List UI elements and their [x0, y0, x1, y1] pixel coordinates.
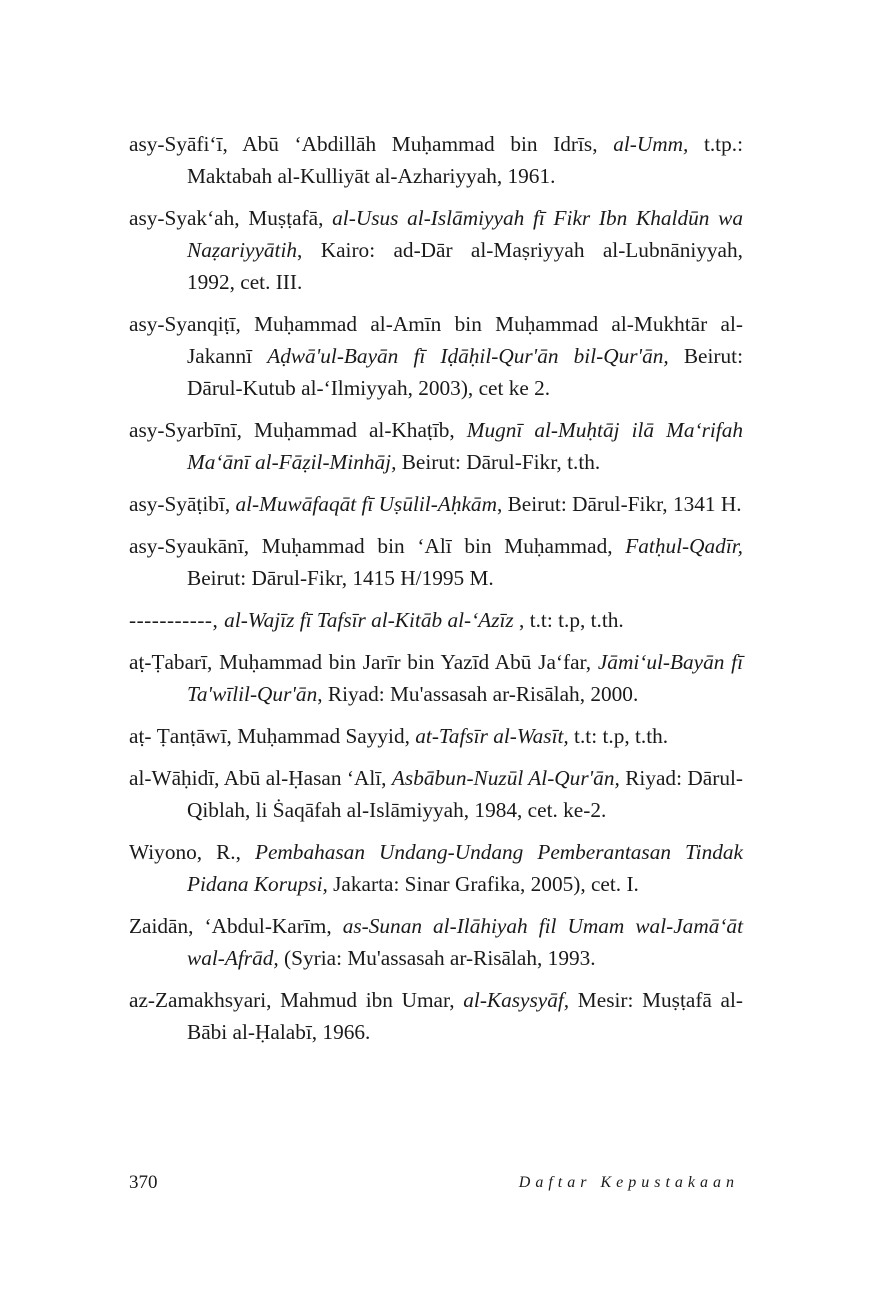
- bibliography-entry: [129, 762, 743, 826]
- entry-title: Jāmi‘ul-Bayān fī Ta'wīlil-Qur'ān: [187, 650, 743, 706]
- entry-publication: Mesir: Muṣṭafā al-Bābi al-Ḥalabī, 1966.: [187, 988, 743, 1044]
- entry-publication: , t.t: t.p, t.th.: [513, 608, 624, 632]
- entry-author-repeat: -----------,: [129, 608, 225, 632]
- bibliography-entry: [129, 646, 743, 710]
- entry-author: az-Zamakhsyari, Mahmud ibn Umar,: [129, 988, 464, 1012]
- entry-author: Zaidān, ‘Abdul-Karīm,: [129, 914, 343, 938]
- entry-title: al-Kasysyāf,: [463, 988, 570, 1012]
- bibliography-entry: [129, 308, 743, 404]
- page-number: 370: [129, 1172, 158, 1193]
- entry-author: Wiyono, R.,: [129, 840, 255, 864]
- bibliography-entry: [129, 984, 743, 1048]
- bibliography-entry: [129, 910, 743, 974]
- entry-publication: Beirut: Dārul-Kutub al-‘Ilmiyyah, 2003), cet ke 2.: [187, 344, 743, 400]
- entry-publication: , Riyad: Mu'assasah ar-Risālah, 2000.: [317, 682, 639, 706]
- entry-publication: (Syria: Mu'assasah ar-Risālah, 1993.: [278, 946, 596, 970]
- running-title: Daftar Kepustakaan: [518, 1174, 739, 1191]
- entry-publication: , Beirut: Dārul-Fikr, 1341 H.: [496, 492, 742, 516]
- bibliography-entry: [129, 488, 743, 520]
- bibliography-entry: [129, 604, 743, 636]
- entry-author: asy-Syāṭibī,: [129, 492, 236, 516]
- entry-author: asy-Syaukānī, Muḥammad bin ‘Alī bin Muḥammad,: [129, 534, 626, 558]
- entry-author: aṭ-Ṭabarī, Muḥammad bin Jarīr bin Yazīd Abū Ja‘far,: [129, 650, 598, 674]
- entry-title: as-Sunan al-Ilāhiyah fil Umam wal-Jamā‘āt wal-Afrād,: [187, 914, 743, 970]
- bibliography-entry: [129, 720, 743, 752]
- entry-title: at-Tafsīr al-Wasīt,: [415, 724, 569, 748]
- entry-author: asy-Syarbīnī, Muḥammad al-Khaṭīb,: [129, 418, 467, 442]
- entry-author: asy-Syāfi‘ī, Abū ‘Abdillāh Muḥammad bin Idrīs,: [129, 132, 614, 156]
- entry-publication: Riyad: Dārul-Qiblah, li Ṡaqāfah al-Islāmiyyah, 1984, cet. ke-2.: [187, 766, 743, 822]
- bibliography-entry: [129, 530, 743, 594]
- entry-title: al-Umm,: [613, 132, 689, 156]
- bibliography-entry: [129, 836, 743, 900]
- entry-title: Mugnī al-Muḥtāj ilā Ma‘rifah Ma‘ānī al-Fāẓil-Minhāj,: [187, 418, 743, 474]
- entry-title: Aḍwā'ul-Bayān fī Iḍāḥil-Qur'ān bil-Qur'ān,: [267, 344, 669, 368]
- entry-title: al-Wajīz fī Tafsīr al-Kitāb al-‘Azīz: [224, 608, 514, 632]
- bibliography-entry: [129, 414, 743, 478]
- entry-title: Fatḥul-Qadīr,: [625, 534, 743, 558]
- entry-publication: , Kairo: ad-Dār al-Maṣriyyah al-Lubnāniyyah, 1992, cet. III.: [187, 238, 743, 294]
- entry-title: Pembahasan Undang-Undang Pemberantasan Tindak Pidana Korupsi,: [187, 840, 743, 896]
- entry-author: al-Wāḥidī, Abū al-Ḥasan ‘Alī,: [129, 766, 392, 790]
- entry-title: al-Muwāfaqāt fī Uṣūlil-Aḥkām: [235, 492, 497, 516]
- entry-publication: t.tp.: Maktabah al-Kulliyāt al-Azhariyyah, 1961.: [187, 132, 743, 188]
- entry-title: Asbābun-Nuzūl Al-Qur'ān,: [391, 766, 620, 790]
- entry-publication: Jakarta: Sinar Grafika, 2005), cet. I.: [327, 872, 639, 896]
- entry-author: asy-Syanqiṭī, Muḥammad al-Amīn bin Muḥammad al-Mukhtār al-Jakannī: [129, 312, 743, 368]
- bibliography-entry: [129, 202, 743, 298]
- entry-author: asy-Syak‘ah, Muṣṭafā,: [129, 206, 333, 230]
- bibliography-entry: [129, 128, 743, 192]
- entry-publication: t.t: t.p, t.th.: [568, 724, 669, 748]
- entry-author: aṭ- Ṭanṭāwī, Muḥammad Sayyid,: [129, 724, 416, 748]
- entry-publication: Beirut: Dārul-Fikr, 1415 H/1995 M.: [187, 566, 494, 590]
- page-footer: [129, 1172, 743, 1198]
- bibliography-list: [129, 128, 743, 1058]
- entry-title: al-Usus al-Islāmiyyah fī Fikr Ibn Khaldūn wa Naẓariyyātih: [187, 206, 743, 262]
- entry-publication: Beirut: Dārul-Fikr, t.th.: [396, 450, 601, 474]
